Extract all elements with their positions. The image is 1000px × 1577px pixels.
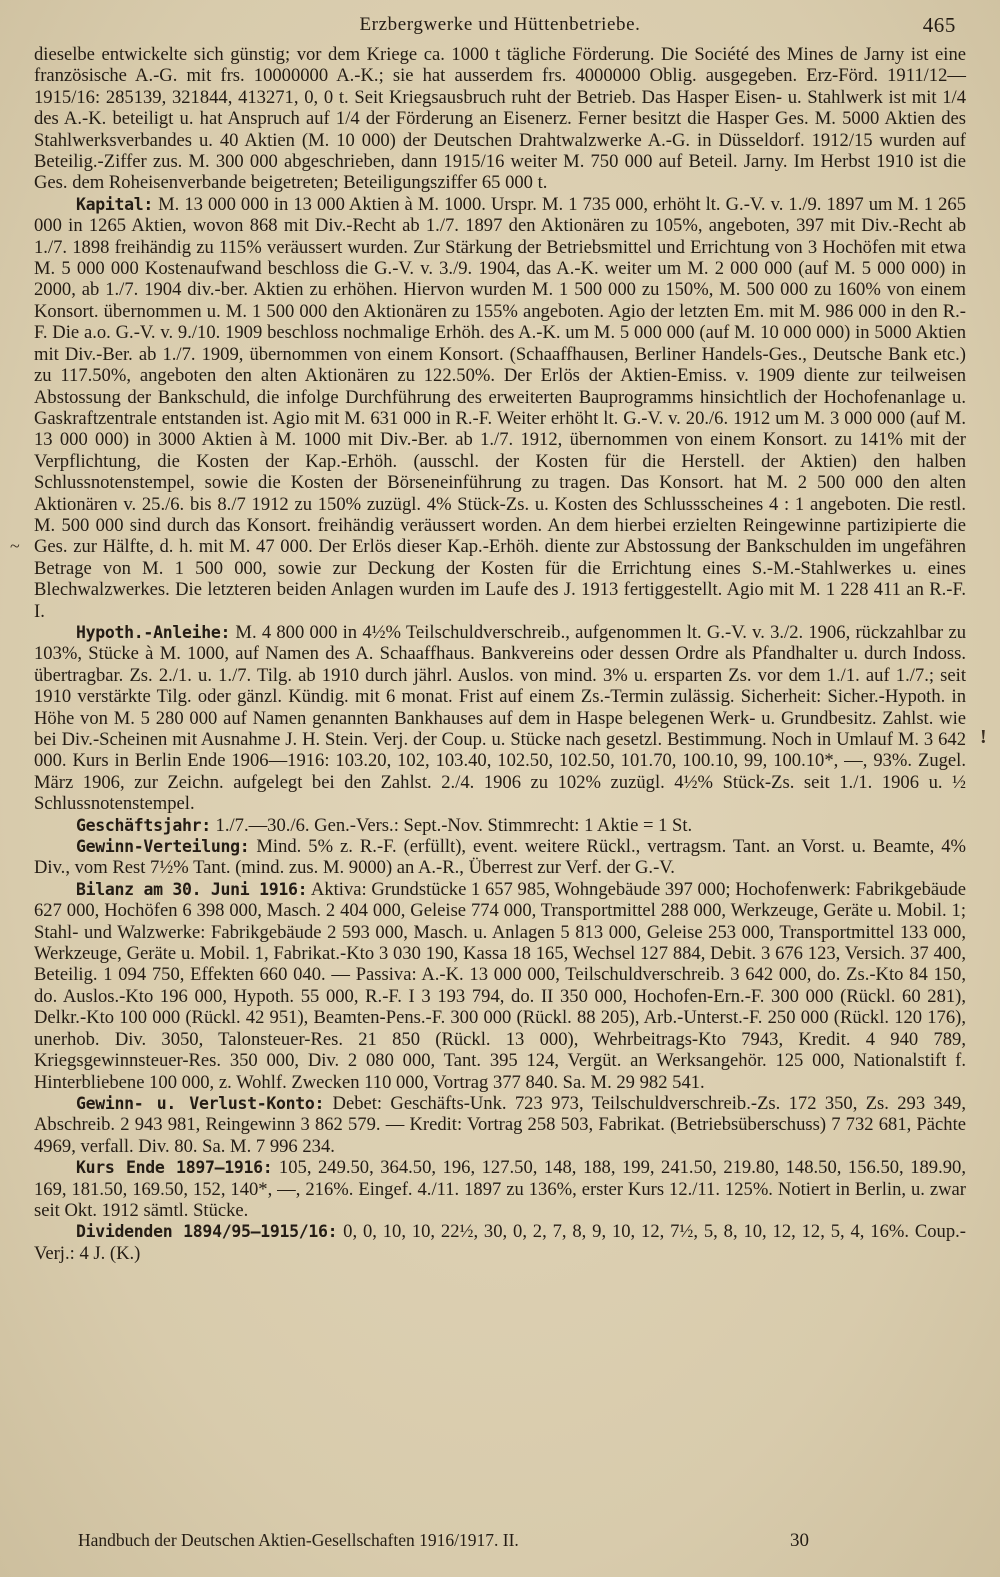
paragraph-text: Aktiva: Grundstücke 1 657 985, Wohngebäude 397 000; Hochofenwerk: Fabrikgebäude 627 000, Hochöfen 6 398 000, Masch. 2 404 000, Geleise 774 000, Transportmittel 288 000, Werkzeuge, Geräte u. Mobil. 1; Stahl- und Walzwerke: Fabrikgebäude 2 593 000, Masch. u. Anlagen 5 813 000, Geleise 253 000, Transportmittel 133 000, Werkzeuge, Geräte u. Mobil. 1, Fabrikat.-Kto 3 030 190, Kassa 18 165, Wechsel 127 884, Debit. 3 676 123, Versich. 37 400, Beteilig. 1 094 750, Effekten 660 040. — Passiva: A.-K. 13 000 000, Teilschuldverschreib. 3 642 000, do. Zs.-Kto 84 150, do. Auslos.-Kto 196 000, Hypoth. 55 000, R.-F. I 3 193 794, do. II 350 000, Hochofen-Ern.-F. 300 000 (Rückl. 60 281), Delkr.-Kto 100 000 (Rückl. 42 951), Beamten-Pens.-F. 300 000 (Rückl. 88 205), Arb.-Unterst.-F. 250 000 (Rückl. 120 176), unerhob. Div. 3050, Talonsteuer-Res. 21 850 (Rückl. 13 000), Wehrbeitrags-Kto 7943, Kredit. 4 940 789, Kriegsgewinnsteuer-Res. 350 000, Div. 2 080 000, Tant. 395 124, Vergüt. an Werksangehör. 125 000, Nationalstift f. Hinterbliebene 100 000, z. Wohlf. Zwecken 110 000, Vortrag 377 840. Sa. M. 29 982 541. xyxy=(34,878,966,1093)
paragraph-jarny xyxy=(34,44,966,194)
paragraph-dividenden xyxy=(34,1221,966,1264)
section-label-hypoth-anleihe: Hypoth.-Anleihe: xyxy=(76,622,231,642)
paragraph-kurs xyxy=(34,1157,966,1221)
paragraph-text: 105, 249.50, 364.50, 196, 127.50, 148, 188, 199, 241.50, 219.80, 148.50, 156.50, 189.90, 169, 181.50, 169.50, 152, 140*, —, 216%. Eingef. 4./11. 1897 zu 136%, erster Kurs 12./11. 125%. Notiert in Berlin, u. zwar seit Okt. 1912 sämtl. Stücke. xyxy=(34,1157,966,1221)
margin-mark-left: ~ xyxy=(10,536,20,556)
section-label-gewinn-verteilung: Gewinn-Verteilung: xyxy=(76,837,250,857)
footer-sheet-number: 30 xyxy=(790,1530,809,1551)
page-number: 465 xyxy=(922,13,956,37)
paragraph-gewinn-verlust-konto xyxy=(34,1093,966,1157)
paragraph-hypoth-anleihe xyxy=(34,622,966,815)
body-text xyxy=(34,44,966,1264)
footer-book-title: Handbuch der Deutschen Aktien-Gesellschaften 1916/1917. II. xyxy=(78,1530,519,1550)
section-label-kapital: Kapital: xyxy=(76,194,154,214)
paragraph-text: M. 13 000 000 in 13 000 Aktien à M. 1000. Urspr. M. 1 735 000, erhöht lt. G.-V. v. 1./9. 1897 um M. 1 265 000 in 1265 Aktien, wovon 868 mit Div.-Recht ab 1./7. 1897 den Aktionären zu 105%, angeboten, 397 mit Div.-Recht ab 1./7. 1898 freihändig zu 115% veräussert wurden. Zur Stärkung der Betriebsmittel und Errichtung von 3 Hochöfen mit etwa M. 5 000 000 Kostenaufwand beschloss die G.-V. v. 3./9. 1904, das A.-K. weiter um M. 2 000 000 (auf M. 5 000 000) in 2000, ab 1./7. 1904 div.-ber. Aktien zu erhöhen. Hiervon wurden M. 1 500 000 zu 150%, M. 500 000 zu 160% von einem Konsort. übernommen u. M. 1 500 000 den Aktionären zu 155% angeboten. Agio der letzten Em. mit M. 986 000 in den R.-F. Die a.o. G.-V. v. 9./10. 1909 beschloss nochmalige Erhöh. des A.-K. um M. 5 000 000 (auf M. 10 000 000) in 5000 Aktien mit Div.-Ber. ab 1./7. 1909, übernommen von einem Konsort. (Schaaffhausen, Berliner Handels-Ges., Deutsche Bank etc.) zu 117.50%, angeboten den alten Aktionären zu 122.50%. Der Erlös der Aktien-Emiss. v. 1909 diente zur teilweisen Abstossung der Bankschuld, die infolge Durchführung des erweiterten Bauprogramms hinsichtlich der Hochofenanlage u. Gaskraftzentrale entstanden ist. Agio mit M. 631 000 in R.-F. Weiter erhöht lt. G.-V. v. 20./6. 1912 um M. 3 000 000 (auf M. 13 000 000) in 3000 Aktien à M. 1000 mit Div.-Ber. ab 1./7. 1912, übernommen von einem Konsort. zu 141% mit der Verpflichtung, die Kosten der Kap.-Erhöh. (ausschl. der Kosten für die Herstell. der Aktien) den halben Schlussnotenstempel, sowie die Kosten der Börseneinführung zu tragen. Das Konsort. hat M. 2 500 000 den alten Aktionären v. 25./6. bis 8./7 1912 zu 150% zuzügl. 4% Stück-Zs. u. Kosten des Schlussscheines 4 : 1 angeboten. Die restl. M. 500 000 sind durch das Konsort. freihändig veräussert worden. An dem hierbei erzielten Reingewinne partizipierte die Ges. zur Hälfte, d. h. mit M. 47 000. Der Erlös dieser Kap.-Erhöh. diente zur Abstossung der Bankschulden im ungefähren Betrage von M. 1 500 000, sowie zur Deckung der Kosten für die Errichtung eines S.-M.-Stahlwerkes u. eines Blechwalzwerkes. Die letzteren beiden Anlagen wurden im Laufe des J. 1913 fertiggestellt. Agio mit M. 1 228 411 an R.-F. I. xyxy=(34,193,966,622)
section-label-dividenden: Dividenden 1894/95—1915/16: xyxy=(76,1222,338,1242)
paragraph-gewinn-verteilung xyxy=(34,836,966,879)
section-label-bilanz: Bilanz am 30. Juni 1916: xyxy=(76,879,308,899)
header-title: Erzbergwerke und Hüttenbetriebe. xyxy=(359,14,641,35)
section-label-kurs: Kurs Ende 1897—1916: xyxy=(76,1158,273,1178)
section-label-geschaeftsjahr: Geschäftsjahr: xyxy=(76,815,211,835)
section-label-gewinn-verlust-konto: Gewinn- u. Verlust-Konto: xyxy=(76,1093,325,1113)
running-header xyxy=(34,10,966,40)
margin-mark-right: ! xyxy=(980,726,987,748)
paragraph-text: dieselbe entwickelte sich günstig; vor dem Kriege ca. 1000 t tägliche Förderung. Die Société des Mines de Jarny ist eine französische A.-G. mit frs. 10000000 A.-K.; sie hat ausserdem frs. 4000000 Oblig. ausgegeben. Erz-Förd. 1911/12—1915/16: 285139, 321844, 413271, 0, 0 t. Seit Kriegsausbruch ruht der Betrieb. Das Hasper Eisen- u. Stahlwerk ist mit 1/4 des A.-K. beteiligt u. hat Anspruch auf 1/4 der Förderung an Eisenerz. Ferner besitzt die Hasper Ges. M. 5000 Aktien des Stahlwerksverbandes u. 40 Aktien (M. 10 000) der Deutschen Drahtwalzwerke A.-G. in Düsseldorf. 1912/15 wurden auf Beteilig.-Ziffer zus. M. 300 000 abgeschrieben, dann 1915/16 weiter M. 750 000 auf Beteil. Jarny. Im Herbst 1910 ist die Ges. dem Roheisenverbande beigetreten; Beteiligungsziffer 65 000 t. xyxy=(34,44,966,194)
paragraph-text: Mind. 5% z. R.-F. (erfüllt), event. weitere Rückl., vertragsm. Tant. an Vorst. u. Beamte, 4% Div., vom Rest 7½% Tant. (mind. zus. M. 9000) an A.-R., Überrest zur Verf. der G.-V. xyxy=(34,836,967,879)
page-footer xyxy=(0,1530,1000,1558)
paragraph-text: 1./7.—30./6. Gen.-Vers.: Sept.-Nov. Stimmrecht: 1 Aktie = 1 St. xyxy=(215,814,693,836)
paragraph-geschaeftsjahr xyxy=(34,815,966,836)
paragraph-text: 0, 0, 10, 10, 22½, 30, 0, 2, 7, 8, 9, 10, 12, 7½, 5, 8, 10, 12, 12, 5, 4, 16%. Coup.-Verj.: 4 J. (K.) xyxy=(34,1221,966,1264)
paragraph-text: Debet: Geschäfts-Unk. 723 973, Teilschuldverschreib.-Zs. 172 350, Zs. 293 349, Abschreib. 2 943 981, Reingewinn 3 862 579. — Kredit: Vortrag 258 503, Fabrikat. (Betriebsüberschuss) 7 732 681, Pächte 4969, verfall. Div. 80. Sa. M. 7 996 234. xyxy=(34,1092,966,1157)
paragraph-kapital xyxy=(34,194,966,622)
paragraph-text: M. 4 800 000 in 4½% Teilschuldverschreib., aufgenommen lt. G.-V. v. 3./2. 1906, rückzahlbar zu 103%, Stücke à M. 1000, auf Namen des A. Schaaffhaus. Bankvereins oder dessen Ordre als Pfandhalter u. durch Indoss. übertragbar. Zs. 2./1. u. 1./7. Tilg. ab 1910 durch jährl. Auslos. von mind. 3% u. ersparten Zs. vor dem 1./1. auf 1./7.; seit 1910 verstärkte Tilg. oder gänzl. Kündig. mit 6 monat. Frist auf einem Zs.-Termin zulässig. Sicherheit: Sicher.-Hypoth. in Höhe von M. 5 280 000 auf Namen genannten Bankhauses auf dem in Haspe belegenen Werk- u. Grundbesitz. Zahlst. wie bei Div.-Scheinen mit Ausnahme J. H. Stein. Verj. der Coup. u. Stücke nach gesetzl. Bestimmung. Noch in Umlauf M. 3 642 000. Kurs in Berlin Ende 1906—1916: 103.20, 102, 103.40, 102.50, 102.50, 101.70, 100.10, 99, 100.10*, —, 93%. Zugel. März 1906, zur Zeichn. aufgelegt bei den Zahlst. 2./4. 1906 zu 102% zuzügl. 4½% Stück-Zs. seit 1./1. 1906 u. ½ Schlussnotenstempel. xyxy=(34,621,966,815)
paragraph-bilanz xyxy=(34,879,966,1093)
